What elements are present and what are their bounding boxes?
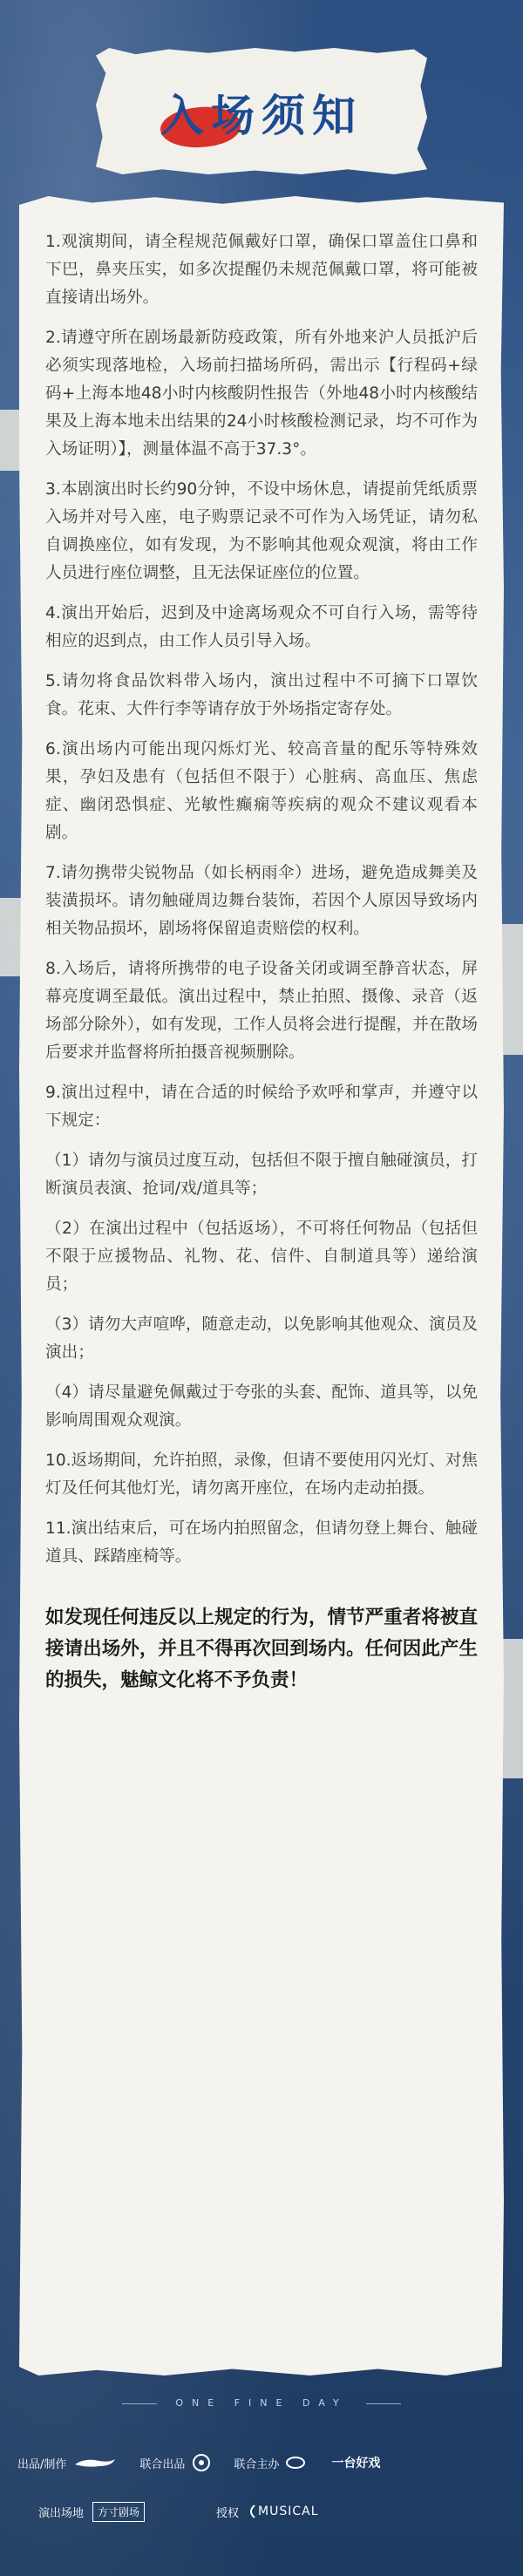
credits-row-1	[17, 2450, 506, 2476]
rule-item: 2.请遵守所在剧场最新防疫政策，所有外地来沪人员抵沪后必须实现落地检，入场前扫描场所码，需出示【行程码+绿码+上海本地48小时内核酸阴性报告（外地48小时内核酸结果及上海本地未出结果的24小时核酸检测记录，均不可作为入场证明）】，测量体温不高于37.3°。	[45, 329, 478, 459]
haoxi-logo	[331, 2454, 380, 2471]
rule-item: 11.演出结束后，可在场内拍照留念，但请勿登上舞台、触碰道具、踩踏座椅等。	[45, 1519, 478, 1566]
rule-item: 8.入场后，请将所携带的电子设备关闭或调至静音状态，屏幕亮度调至最低。演出过程中，禁止拍照、摄像、录音（返场部分除外），如有发现，工作人员将会进行提醒，并在散场后要求并监督将所拍摄音视频删除。	[45, 960, 478, 1062]
warning-text: 如发现任何违反以上规定的行为，情节严重者将被直接请出场外，并且不得再次回到场内。任何因此产生的损失，魅鲸文化将不予负责！	[45, 1607, 478, 1691]
co-producer-logo-icon	[192, 2453, 211, 2472]
paper-strip-decoration	[501, 1639, 523, 1778]
authorize-label: 授权	[216, 2506, 240, 2520]
page-title: 入场须知	[160, 90, 363, 141]
rule-item: 7.请勿携带尖锐物品（如长柄雨伞）进场，避免造成舞美及装潢损坏。请勿触碰周边舞台装饰，若因个人原因导致场内相关物品损坏，剧场将保留追责赔偿的权利。	[45, 864, 478, 938]
co-host-label: 联合主办	[234, 2457, 280, 2471]
rule-sub-item: （2）在演出过程中（包括返场），不可将任何物品（包括但不限于应援物品、礼物、花、信件、自制道具等）递给演员；	[45, 1220, 478, 1294]
haoxi-logo-text: 一台好戏	[331, 2457, 381, 2471]
rule-item: 4.演出开始后，迟到及中途离场观众不可自行入场，需等待相应的迟到点，由工作人员引导入场。	[45, 604, 478, 650]
divider	[366, 2403, 401, 2404]
notice-content	[45, 228, 478, 1716]
rule-item: 1.观演期间，请全程规范佩戴好口罩，确保口罩盖住口鼻和下巴，鼻夹压实，如多次提醒仍未规范佩戴口罩，将可能被直接请出场外。	[45, 233, 478, 307]
venue-logo	[92, 2502, 145, 2522]
musical-logo-icon	[246, 2505, 258, 2518]
producer-label: 出品/制作	[17, 2457, 67, 2471]
rule-sub-item: （1）请勿与演员过度互动，包括但不限于擅自触碰演员，打断演员表演、抢词/戏/道具等；	[45, 1152, 478, 1198]
rule-item: 6.演出场内可能出现闪烁灯光、较高音量的配乐等特殊效果，孕妇及患有（包括但不限于）心脏病、高血压、焦虑症、幽闭恐惧症、光敏性癫痫等疾病的观众不建议观看本剧。	[45, 740, 478, 842]
theater-logo-icon	[286, 2456, 305, 2470]
rule-item: 3.本剧演出时长约90分钟，不设中场休息，请提前凭纸质票入场并对号入座，电子购票记录不可作为入场凭证，请勿私自调换座位，如有发现，为不影响其他观众观演，将由工作人员进行座位调整，且无法保证座位的位置。	[45, 480, 478, 582]
musical-logo-text: MUSICAL	[258, 2505, 319, 2518]
rule-item: 10.返场期间，允许拍照，录像，但请不要使用闪光灯、对焦灯及任何其他灯光，请勿离开座位，在场内走动拍摄。	[45, 1451, 478, 1498]
co-producer-label: 联合出品	[139, 2457, 186, 2471]
venue-logo-text: 方寸剧场	[98, 2505, 140, 2518]
rule-item: 5.请勿将食品饮料带入场内，演出过程中不可摘下口罩饮食。花束、大件行李等请存放于外场指定寄存处。	[45, 672, 478, 718]
divider	[122, 2403, 157, 2404]
rule-sub-item: （4）请尽量避免佩戴过于夸张的头套、配饰、道具等，以免影响周围观众观演。	[45, 1383, 478, 1430]
rule-sub-item: （3）请勿大声喧哗，随意走动，以免影响其他观众、演员及演出；	[45, 1315, 478, 1362]
rule-item: 9.演出过程中，请在合适的时候给予欢呼和掌声，并遵守以下规定：	[45, 1084, 478, 1130]
title-card	[96, 48, 427, 174]
tagline-text: ONE FINE DAY	[175, 2397, 348, 2409]
venue-label: 演出场地	[38, 2506, 85, 2520]
credits-row-2	[17, 2498, 506, 2525]
musical-logo	[246, 2505, 319, 2518]
tagline	[0, 2397, 523, 2409]
whale-logo-icon	[73, 2456, 117, 2470]
